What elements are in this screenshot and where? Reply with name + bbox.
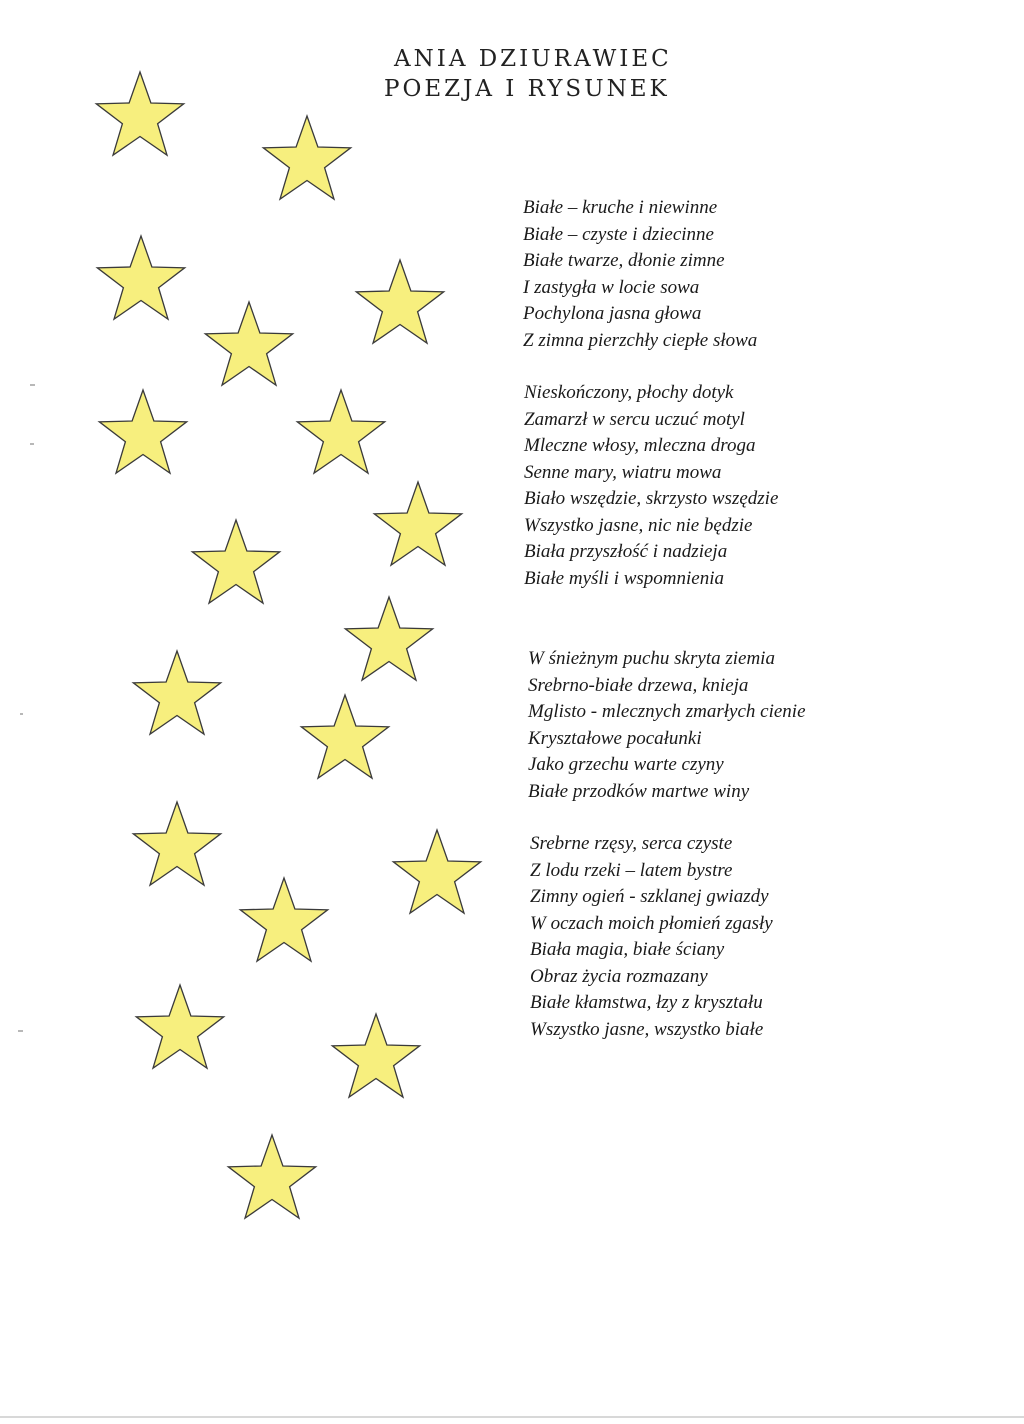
poem-line: Biała przyszłość i nadzieja	[524, 541, 728, 562]
star-shape	[205, 302, 292, 385]
star-shape	[356, 260, 443, 343]
poem-line: Białe twarze, dłonie zimne	[523, 250, 725, 271]
star-shape	[133, 651, 220, 734]
star-shape	[393, 830, 480, 913]
poem-line: Mglisto - mlecznych zmarłych cienie	[528, 701, 806, 722]
poem-stanza-3	[528, 646, 806, 805]
star-shape	[301, 695, 388, 778]
poem-line: W śnieżnym puchu skryta ziemia	[528, 648, 775, 669]
scan-mark	[18, 1030, 23, 1032]
star-shape	[345, 597, 432, 680]
scan-mark	[30, 443, 34, 445]
star-shape	[96, 72, 183, 155]
poem-line: Wszystko jasne, nic nie będzie	[524, 514, 753, 536]
scan-mark	[30, 384, 35, 386]
document-header	[384, 44, 784, 104]
author-name: ANIA DZIURAWIEC	[394, 46, 672, 72]
poem-line: Z lodu rzeki – latem bystre	[530, 859, 733, 881]
poem-line: Jako grzechu warte czyny	[528, 754, 724, 775]
poem-line: Białe myśli i wspomnienia	[524, 567, 725, 589]
poem-line: Mleczne włosy, mleczna droga	[524, 435, 756, 456]
poem-line: Obraz życia rozmazany	[530, 965, 708, 987]
poem-line: Zamarzł w sercu uczuć motyl	[524, 408, 745, 430]
poem-line: Nieskończony, płochy dotyk	[524, 382, 734, 403]
poem-stanza-1	[523, 195, 757, 354]
star-shape	[97, 236, 184, 319]
poem-line: Biało wszędzie, skrzysto wszędzie	[524, 488, 779, 509]
poem-line: Kryształowe pocałunki	[528, 727, 702, 749]
poem-line: Białe – czyste i dziecinne	[523, 223, 714, 245]
scan-mark	[20, 713, 23, 715]
star-shape	[133, 802, 220, 885]
star-shape	[332, 1014, 419, 1097]
poem-line: Wszystko jasne, wszystko białe	[530, 1018, 764, 1040]
document-subtitle: POEZJA I RYSUNEK	[384, 76, 670, 102]
poem-stanza-2	[524, 380, 778, 592]
poem-line: W oczach moich płomień zgasły	[530, 912, 773, 934]
star-shape	[228, 1135, 315, 1218]
star-shape	[374, 482, 461, 565]
star-shape	[136, 985, 223, 1068]
poem-line: Srebrne rzęsy, serca czyste	[530, 833, 733, 854]
poem-line: Białe przodków martwe winy	[528, 780, 750, 802]
poem-line: Białe kłamstwa, łzy z kryształu	[530, 992, 763, 1013]
poem-line: Białe – kruche i niewinne	[523, 197, 718, 218]
poem-line: Z zimna pierzchły ciepłe słowa	[523, 329, 758, 351]
poem-line: Biała magia, białe ściany	[530, 939, 725, 960]
star-shape	[263, 116, 350, 199]
scan-mark	[0, 1416, 1024, 1418]
star-shape	[99, 390, 186, 473]
poem-line: Pochylona jasna głowa	[523, 303, 702, 324]
poem-line: I zastygła w locie sowa	[523, 276, 700, 298]
poem-stanza-4	[530, 831, 773, 1043]
star-shape	[240, 878, 327, 961]
star-shape	[297, 390, 384, 473]
poem-line: Zimny ogień - szklanej gwiazdy	[530, 886, 769, 907]
poem-line: Srebrno-białe drzewa, knieja	[528, 674, 749, 696]
poem-line: Senne mary, wiatru mowa	[524, 461, 722, 483]
star-shape	[192, 520, 279, 603]
